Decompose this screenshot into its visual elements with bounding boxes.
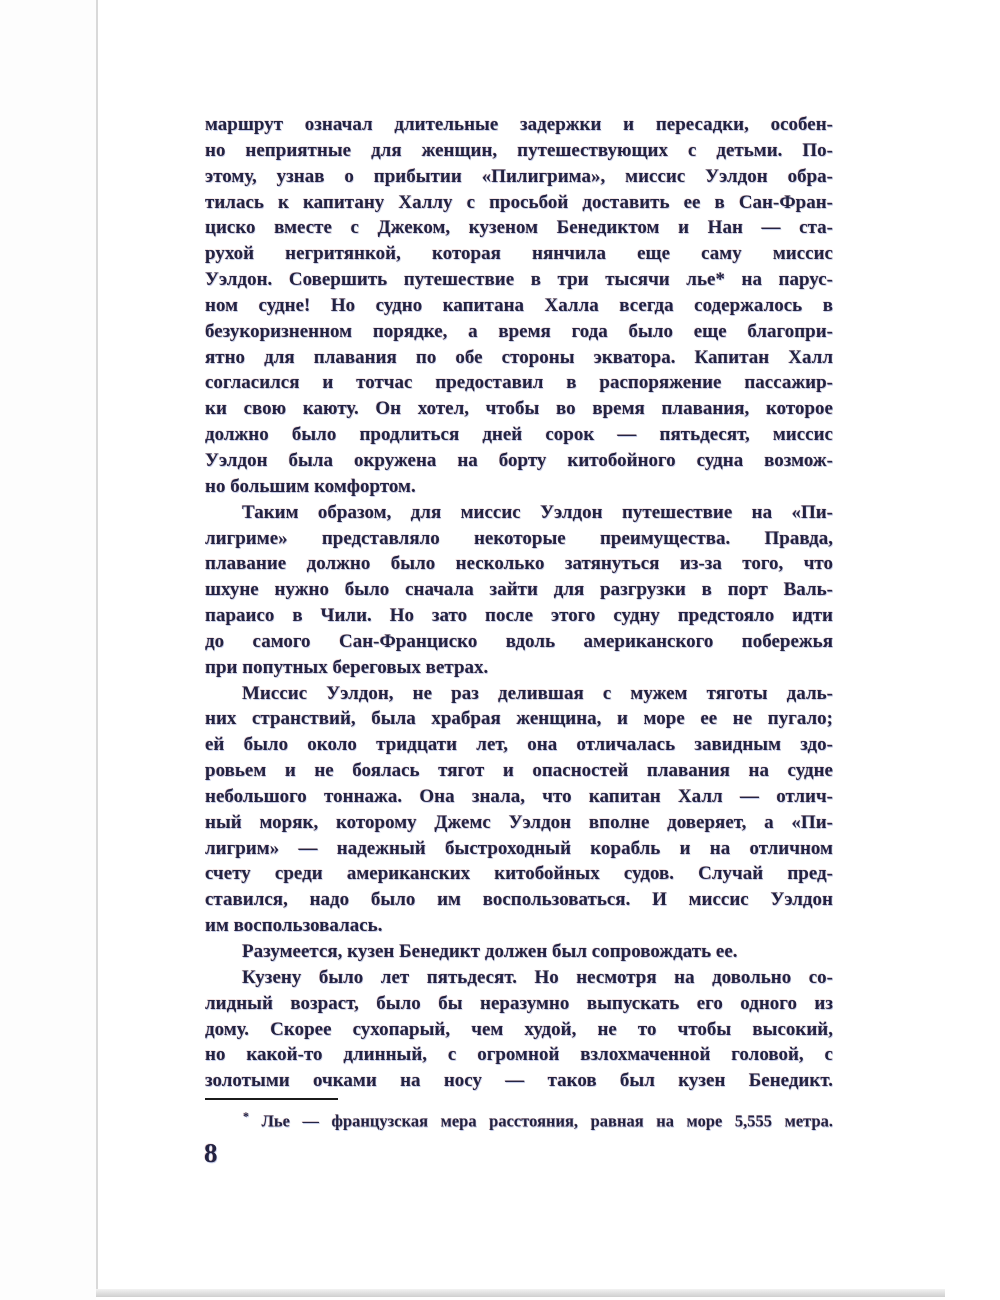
text-line: ный моряк, которому Джемс Уэлдон вполне доверяет, а «Пи- xyxy=(205,811,833,833)
paragraph xyxy=(205,939,833,965)
text-line: золотыми очками на носу — таков был кузен Бенедикт. xyxy=(205,1070,833,1092)
paragraph xyxy=(205,965,833,1094)
text-line: Уэлдон была окружена на борту китобойного судна возмож- xyxy=(205,449,833,471)
text-line: лигрим» — надежный быстроходный корабль и на отличном xyxy=(205,837,833,859)
text-line: дому. Скорее сухопарый, чем худой, не то чтобы высокий, xyxy=(205,1018,833,1040)
page-text xyxy=(205,112,833,1133)
text-line: Миссис Уэлдон, не раз делившая с мужем тяготы даль- xyxy=(242,682,833,704)
paragraph xyxy=(205,681,833,939)
text-line: них странствий, была храбрая женщина, и море ее не пугало; xyxy=(205,708,833,730)
text-line: ей было около тридцати лет, она отличалась завидным здо- xyxy=(205,734,833,756)
text-line: циско вместе с Джеком, кузеном Бенедиктом и Нан — ста- xyxy=(205,217,833,239)
text-line: при попутных береговых ветрах. xyxy=(205,656,489,678)
text-line: до самого Сан-Франциско вдоль американского побережья xyxy=(205,630,833,652)
text-line: но неприятные для женщин, путешествующих с детьми. По- xyxy=(205,139,833,161)
text-line: Кузену было лет пятьдесят. Но несмотря на довольно со- xyxy=(242,966,833,988)
text-line: им воспользовалась. xyxy=(205,915,383,937)
text-line: Разумеется, кузен Бенедикт должен был сопровождать ее. xyxy=(242,941,738,962)
text-line: лидный возраст, было бы неразумно выпускать его одного из xyxy=(205,992,833,1014)
paragraph xyxy=(205,500,833,681)
footnote-marker: * xyxy=(243,1109,249,1124)
text-line: параисо в Чили. Но зато после этого судну предстояло идти xyxy=(205,605,833,627)
footnote-text: Лье — французская мера расстояния, равная на море 5,555 метра. xyxy=(249,1111,833,1131)
text-line: шхуне нужно было сначала зайти для разгрузки в порт Валь- xyxy=(205,579,833,601)
text-line: безукоризненном порядке, а время года было еще благопри- xyxy=(205,320,833,342)
text-line: ятно для плавания по обе стороны экватора. Капитан Халл xyxy=(205,346,833,368)
text-line: но большим комфортом. xyxy=(205,475,416,497)
text-line: ровьем и не боялась тягот и опасностей плавания на судне xyxy=(205,760,833,782)
text-line: Таким образом, для миссис Уэлдон путешествие на «Пи- xyxy=(242,501,833,523)
page-edge-bottom xyxy=(96,1289,945,1297)
text-line: ном судне! Но судно капитана Халла всегда содержалось в xyxy=(205,294,833,316)
text-line: небольшого тоннажа. Она знала, что капитан Халл — отлич- xyxy=(205,785,833,807)
text-line: тилась к капитану Халлу с просьбой доставить ее в Сан-Фран- xyxy=(205,191,833,213)
text-line: должно было продлиться дней сорок — пятьдесят, миссис xyxy=(205,424,833,446)
text-line: ки свою каюту. Он хотел, чтобы во время плавания, которое xyxy=(205,398,833,420)
text-line: маршрут означал длительные задержки и пересадки, особен- xyxy=(205,114,833,135)
page-number: 8 xyxy=(204,1138,218,1168)
page-edge-left xyxy=(96,0,98,1290)
text-line: лигриме» представляло некоторые преимущества. Правда, xyxy=(205,527,833,549)
scan-left-margin xyxy=(0,0,96,1300)
text-line: Уэлдон. Совершить путешествие в три тысячи лье* на парус- xyxy=(205,269,833,291)
footnote xyxy=(205,1105,833,1133)
text-line: согласился и тотчас предоставил в распоряжение пассажир- xyxy=(205,372,833,394)
text-line: плавание должно было несколько затянуться из-за того, что xyxy=(205,553,833,575)
footnote-separator xyxy=(205,1098,338,1100)
text-line: рухой негритянкой, которая нянчила еще саму миссис xyxy=(205,243,833,265)
text-line: но какой-то длинный, с огромной взлохмаченной головой, с xyxy=(205,1044,833,1066)
text-line: ставился, надо было им воспользоваться. И миссис Уэлдон xyxy=(205,889,833,911)
paragraph xyxy=(205,112,833,500)
text-line: счету среди американских китобойных судов. Случай пред- xyxy=(205,863,833,885)
text-line: этому, узнав о прибытии «Пилигрима», миссис Уэлдон обра- xyxy=(205,165,833,187)
